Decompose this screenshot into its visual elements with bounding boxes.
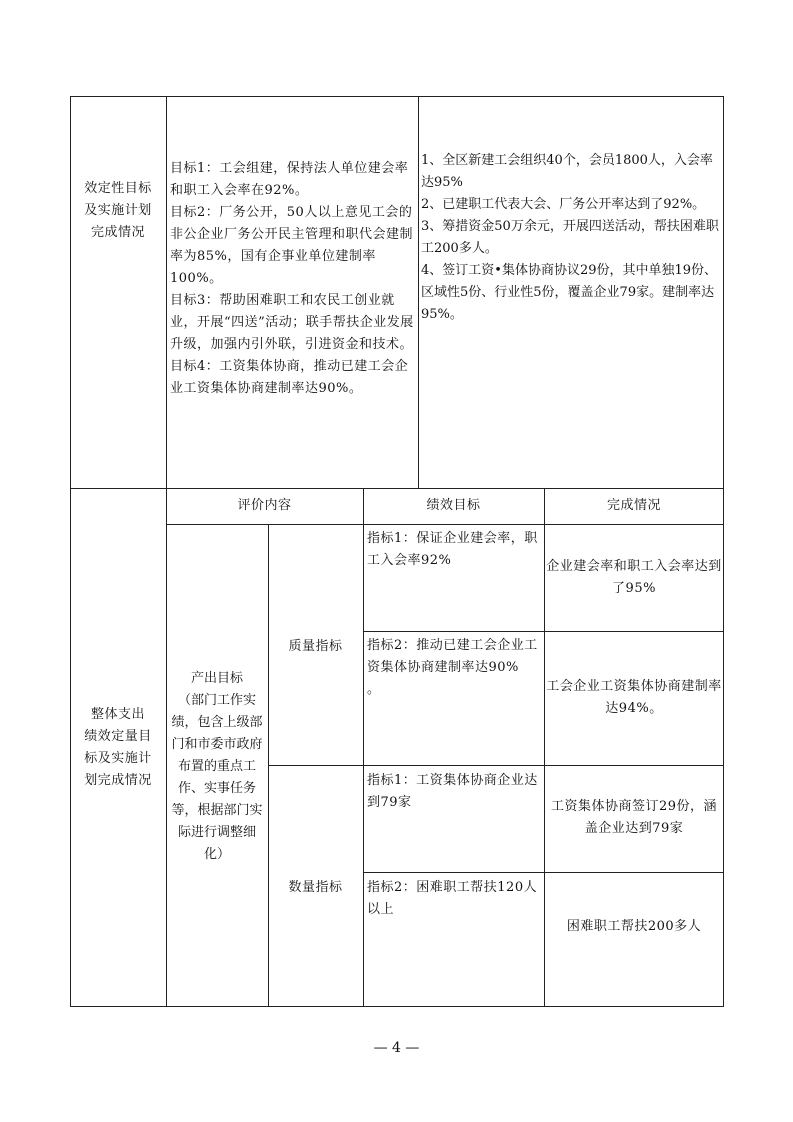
section2-label-divider (166, 488, 167, 1007)
header-target: 绩效目标 (426, 498, 481, 513)
page-number: — 4 — (373, 1040, 420, 1056)
section1-column-divider (418, 96, 419, 489)
table-border-bottom (70, 1006, 724, 1007)
header-completion: 完成情况 (606, 498, 661, 513)
quality-row-divider (363, 631, 724, 632)
row2-target: 指标2：推动已建工会企业工资集体协商建制率达90% 。 (367, 638, 538, 697)
indicator-type-divider (363, 488, 364, 1007)
output-target-label: 产出目标 （部门工作实绩，包含上级部门和市委市政府布置的重点工作、实事任务等，根据部门实际进行调整细化） (171, 671, 263, 862)
row1-target: 指标1：保证企业建会率，职工入会率92% (367, 531, 538, 568)
quantity-indicator-label: 数量指标 (288, 880, 343, 895)
row1-completion: 企业建会率和职工入会率达到了95% (546, 559, 722, 596)
row3-completion: 工资集体协商签订29份，涵盖企业达到79家 (550, 799, 718, 836)
header-content: 评价内容 (237, 498, 292, 513)
table-border-top (70, 96, 724, 97)
quality-quantity-divider (268, 765, 724, 766)
section1-label: 效定性目标 及实施计划 完成情况 (84, 181, 152, 240)
quantity-row-divider (363, 872, 724, 873)
header-row-divider (166, 524, 724, 525)
section1-results: 1、全区新建工会组织40个，会员1800人，入会率达95% 2、已建职工代表大会、厂务公开率达到了92%。 3、筹措资金50万余元，开展四送活动，帮扶困难职工200多人。 4、签订工资•集体协商协议29份，其中单独19份、区域性5份、行业性5份，覆盖企业79家。建制率达95%。 (421, 153, 719, 322)
section1-label-divider (166, 96, 167, 489)
target-completion-divider (544, 488, 545, 1007)
section-divider (70, 488, 724, 489)
row4-completion: 困难职工帮扶200多人 (566, 919, 702, 934)
table-border-right (723, 96, 724, 1007)
section2-label: 整体支出 绩效定量目 标及实施计 划完成情况 (84, 707, 152, 788)
row4-target: 指标2：困难职工帮扶120人以上 (367, 880, 538, 917)
quality-indicator-label: 质量指标 (288, 639, 343, 654)
row2-completion: 工会企业工资集体协商建制率达94%。 (546, 679, 722, 716)
row3-target: 指标1：工资集体协商企业达到79家 (367, 773, 538, 810)
section1-targets: 目标1：工会组建，保持法人单位建会率和职工入会率在92%。 目标2：厂务公开，50人以上意见工会的非公企业厂务公开民主管理和职代会建制率为85%，国有企事业单位建制率100%。 目标3：帮助困难职工和农民工创业就业，开展“四送”活动；联手帮扶企业发展升级，加强内引外联，引进资金和技术。 目标4：工资集体协商，推动已建工会企业工资集体协商建制率达90%。 (170, 161, 414, 396)
table-border-left (70, 96, 71, 1007)
